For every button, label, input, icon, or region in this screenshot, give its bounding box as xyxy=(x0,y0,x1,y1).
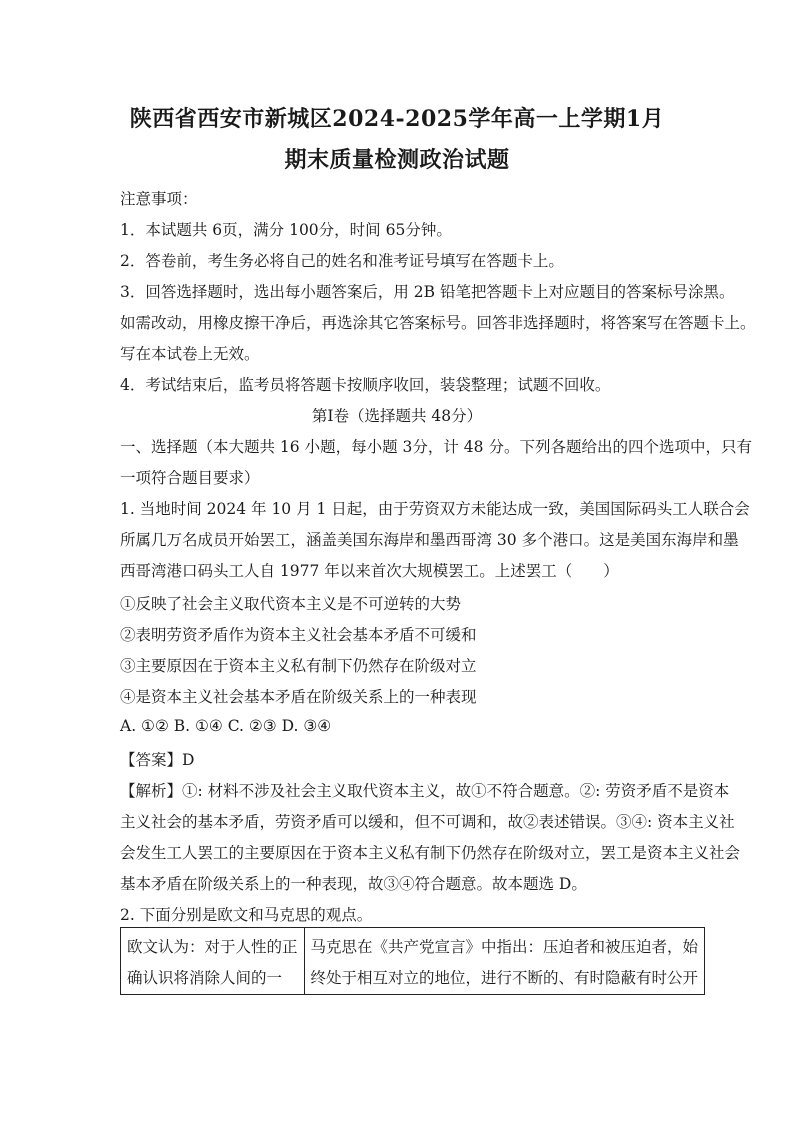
q1-option: ①反映了社会主义取代资本主义是不可逆转的大势 xyxy=(120,595,462,613)
q1-analysis: 基本矛盾在阶级关系上的一种表现，故③④符合题意。故本题选 D。 xyxy=(120,875,587,893)
section-intro: 一、选择题（本大题共 16 小题，每小题 3分，计 48 分。下列各题给出的四个选项中，只有 xyxy=(120,438,752,456)
section-title: 第Ⅰ卷（选择题共 48分） xyxy=(311,407,483,425)
q1-analysis: 会发生工人罢工的主要原因在于资本主义私有制下仍然存在阶级对立，罢工是资本主义社会 xyxy=(120,844,741,862)
q1-option: ④是资本主义社会基本矛盾在阶级关系上的一种表现 xyxy=(120,688,477,706)
owen-view-cell xyxy=(121,928,305,995)
table-row xyxy=(121,928,705,995)
owen-view-line: 欧文认为：对于人性的正 xyxy=(127,938,298,956)
notice-item: 4．考试结束后，监考员将答题卡按顺序收回，装袋整理；试题不回收。 xyxy=(120,376,611,394)
q1-stem: 西哥湾港口码头工人自 1977 年以来首次大规模罢工。上述罢工（ ） xyxy=(120,562,619,580)
q1-answer: 【答案】D xyxy=(120,751,195,769)
q1-stem: 所属几万名成员开始罢工，涵盖美国东海岸和墨西哥湾 30 多个港口。这是美国东海岸和墨 xyxy=(120,531,739,549)
marx-view-cell xyxy=(304,928,705,995)
marx-view-line: 马克思在《共产党宣言》中指出：压迫者和被压迫者，始 xyxy=(310,938,699,956)
marx-view-line: 终处于相互对立的地位，进行不断的、有时隐蔽有时公开 xyxy=(310,969,699,987)
q1-analysis: 【解析】①: 材料不涉及社会主义取代资本主义，故①不符合题意。②: 劳资矛盾不是资本 xyxy=(120,782,730,800)
q2-stem: 2. 下面分别是欧文和马克思的观点。 xyxy=(120,906,373,924)
notice-item: 2．答卷前，考生务必将自己的姓名和准考证号填写在答题卡上。 xyxy=(120,252,564,270)
q1-option: ②表明劳资矛盾作为资本主义社会基本矛盾不可缓和 xyxy=(120,626,477,644)
q1-stem: 1. 当地时间 2024 年 10 月 1 日起，由于劳资双方未能达成一致，美国国际码头工人联合会 xyxy=(120,500,750,518)
q2-comparison-table xyxy=(120,927,705,995)
notice-heading: 注意事项： xyxy=(120,190,198,208)
notice-item: 3．回答选择题时，选出每小题答案后，用 2B 铅笔把答题卡上对应题目的答案标号涂黑。 xyxy=(120,283,735,301)
exam-title-line-2: 期末质量检测政治试题 xyxy=(284,147,510,173)
owen-view-line: 确认识将消除人间的一 xyxy=(127,969,283,987)
notice-item: 如需改动，用橡皮擦干净后，再选涂其它答案标号。回答非选择题时，将答案写在答题卡上。 xyxy=(120,314,756,332)
q1-choices: A. ①② B. ①④ C. ②③ D. ③④ xyxy=(120,717,332,735)
notice-item: 1．本试题共 6页，满分 100分，时间 65分钟。 xyxy=(120,221,452,239)
section-intro: 一项符合题目要求） xyxy=(120,469,260,487)
q1-analysis: 主义社会的基本矛盾，劳资矛盾可以缓和，但不可调和，故②表述错误。③④: 资本主义社 xyxy=(120,813,735,831)
exam-title-line-1: 陕西省西安市新城区2024-2025学年高一上学期1月 xyxy=(129,106,665,132)
q1-option: ③主要原因在于资本主义私有制下仍然存在阶级对立 xyxy=(120,657,477,675)
notice-item: 写在本试卷上无效。 xyxy=(120,345,260,363)
